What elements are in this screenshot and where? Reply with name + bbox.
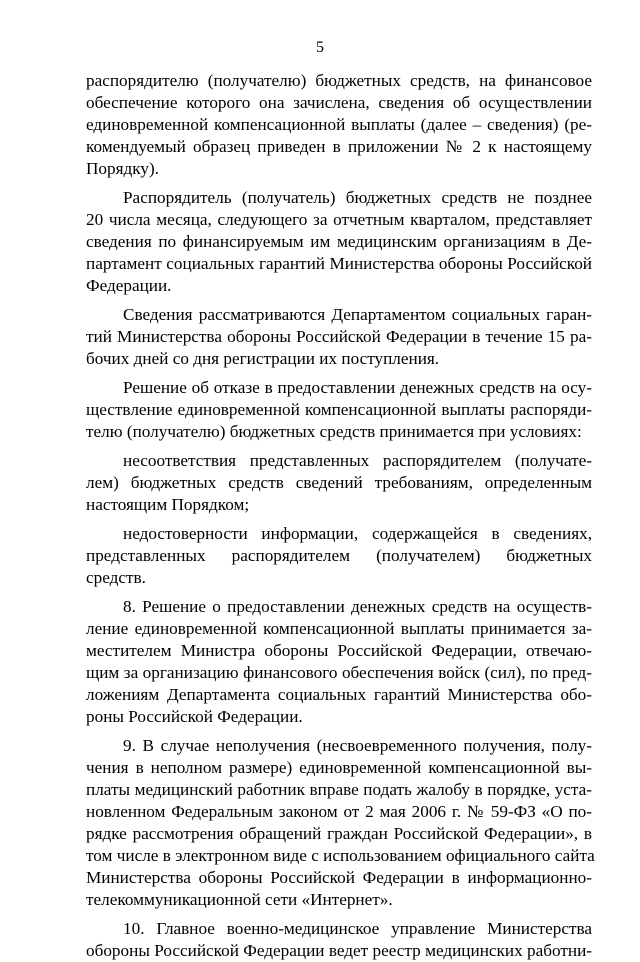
text-line: Министерства обороны Российской Федерации в информационно-: [86, 868, 592, 887]
text-line: телю (получателю) бюджетных средств принимается при условиях:: [86, 422, 582, 441]
text-line: комендуемый образец приведен в приложении № 2 к настоящему: [86, 137, 592, 156]
text-line: чения в неполном размере) единовременной компенсационной вы-: [86, 758, 592, 777]
paragraph-distributor-deadline: [86, 187, 592, 297]
paragraph-item-9: [86, 735, 595, 911]
text-line: новленном Федеральным законом от 2 мая 2006 г. № 59-ФЗ «О по-: [86, 802, 592, 821]
text-line: 8. Решение о предоставлении денежных средств на осуществ-: [123, 597, 592, 616]
paragraph-item-8: [86, 596, 592, 728]
text-line: местителем Министра обороны Российской Федерации, отвечаю-: [86, 641, 592, 660]
paragraph-refusal-conditions: [86, 377, 592, 443]
text-line: 20 числа месяца, следующего за отчетным кварталом, представляет: [86, 210, 592, 229]
paragraph-review-period: [86, 304, 592, 370]
text-line: распорядителю (получателю) бюджетных средств, на финансовое: [86, 71, 592, 90]
text-line: Распорядитель (получатель) бюджетных средств не позднее: [123, 188, 592, 207]
text-line: Порядку).: [86, 159, 159, 178]
text-line: единовременной компенсационной выплаты (далее – сведения) (ре-: [86, 115, 592, 134]
page-number: 5: [316, 39, 324, 56]
text-line: телекоммуникационной сети «Интернет».: [86, 890, 393, 909]
text-line: ление единовременной компенсационной выплаты принимается за-: [86, 619, 592, 638]
text-line: 10. Главное военно-медицинское управление Министерства: [123, 919, 592, 938]
paragraph-continuation: [86, 70, 592, 180]
text-line: роны Российской Федерации.: [86, 707, 303, 726]
text-line: представленных распорядителем (получателем) бюджетных: [86, 546, 592, 565]
text-line: обороны Российской Федерации ведет реестр медицинских работни-: [86, 941, 592, 960]
text-line: 9. В случае неполучения (несвоевременного получения, полу-: [123, 736, 592, 755]
text-line: Решение об отказе в предоставлении денежных средств на осу-: [123, 378, 592, 397]
paragraph-item-10: [86, 918, 592, 962]
text-line: партамент социальных гарантий Министерства обороны Российской: [86, 254, 592, 273]
text-line: Федерации.: [86, 276, 172, 295]
text-line: обеспечение которого она зачислена, сведения об осуществлении: [86, 93, 592, 112]
text-line: средств.: [86, 568, 146, 587]
text-line: сведения по финансируемым им медицинским организациям в Де-: [86, 232, 592, 251]
text-line: недостоверности информации, содержащейся в сведениях,: [123, 524, 592, 543]
text-line: том числе в электронном виде с использованием официального сайта: [86, 846, 595, 865]
text-line: лем) бюджетных средств сведений требованиям, определенным: [86, 473, 592, 492]
text-line: бочих дней со дня регистрации их поступления.: [86, 349, 440, 368]
paragraph-condition-inaccuracy: [86, 523, 592, 589]
text-line: ложениям Департамента социальных гарантий Министерства обо-: [86, 685, 592, 704]
text-line: щим за организацию финансового обеспечения войск (сил), по пред-: [86, 663, 592, 682]
text-line: ществление единовременной компенсационной выплаты распоряди-: [86, 400, 592, 419]
text-line: рядке рассмотрения обращений граждан Российской Федерации», в: [86, 824, 592, 843]
document-body: [86, 70, 595, 962]
text-line: несоответствия представленных распорядителем (получате-: [123, 451, 592, 470]
text-line: Сведения рассматриваются Департаментом социальных гаран-: [123, 305, 592, 324]
paragraph-condition-mismatch: [86, 450, 592, 516]
text-line: платы медицинский работник вправе подать жалобу в порядке, уста-: [86, 780, 592, 799]
text-line: настоящим Порядком;: [86, 495, 250, 514]
text-line: тий Министерства обороны Российской Федерации в течение 15 ра-: [86, 327, 592, 346]
